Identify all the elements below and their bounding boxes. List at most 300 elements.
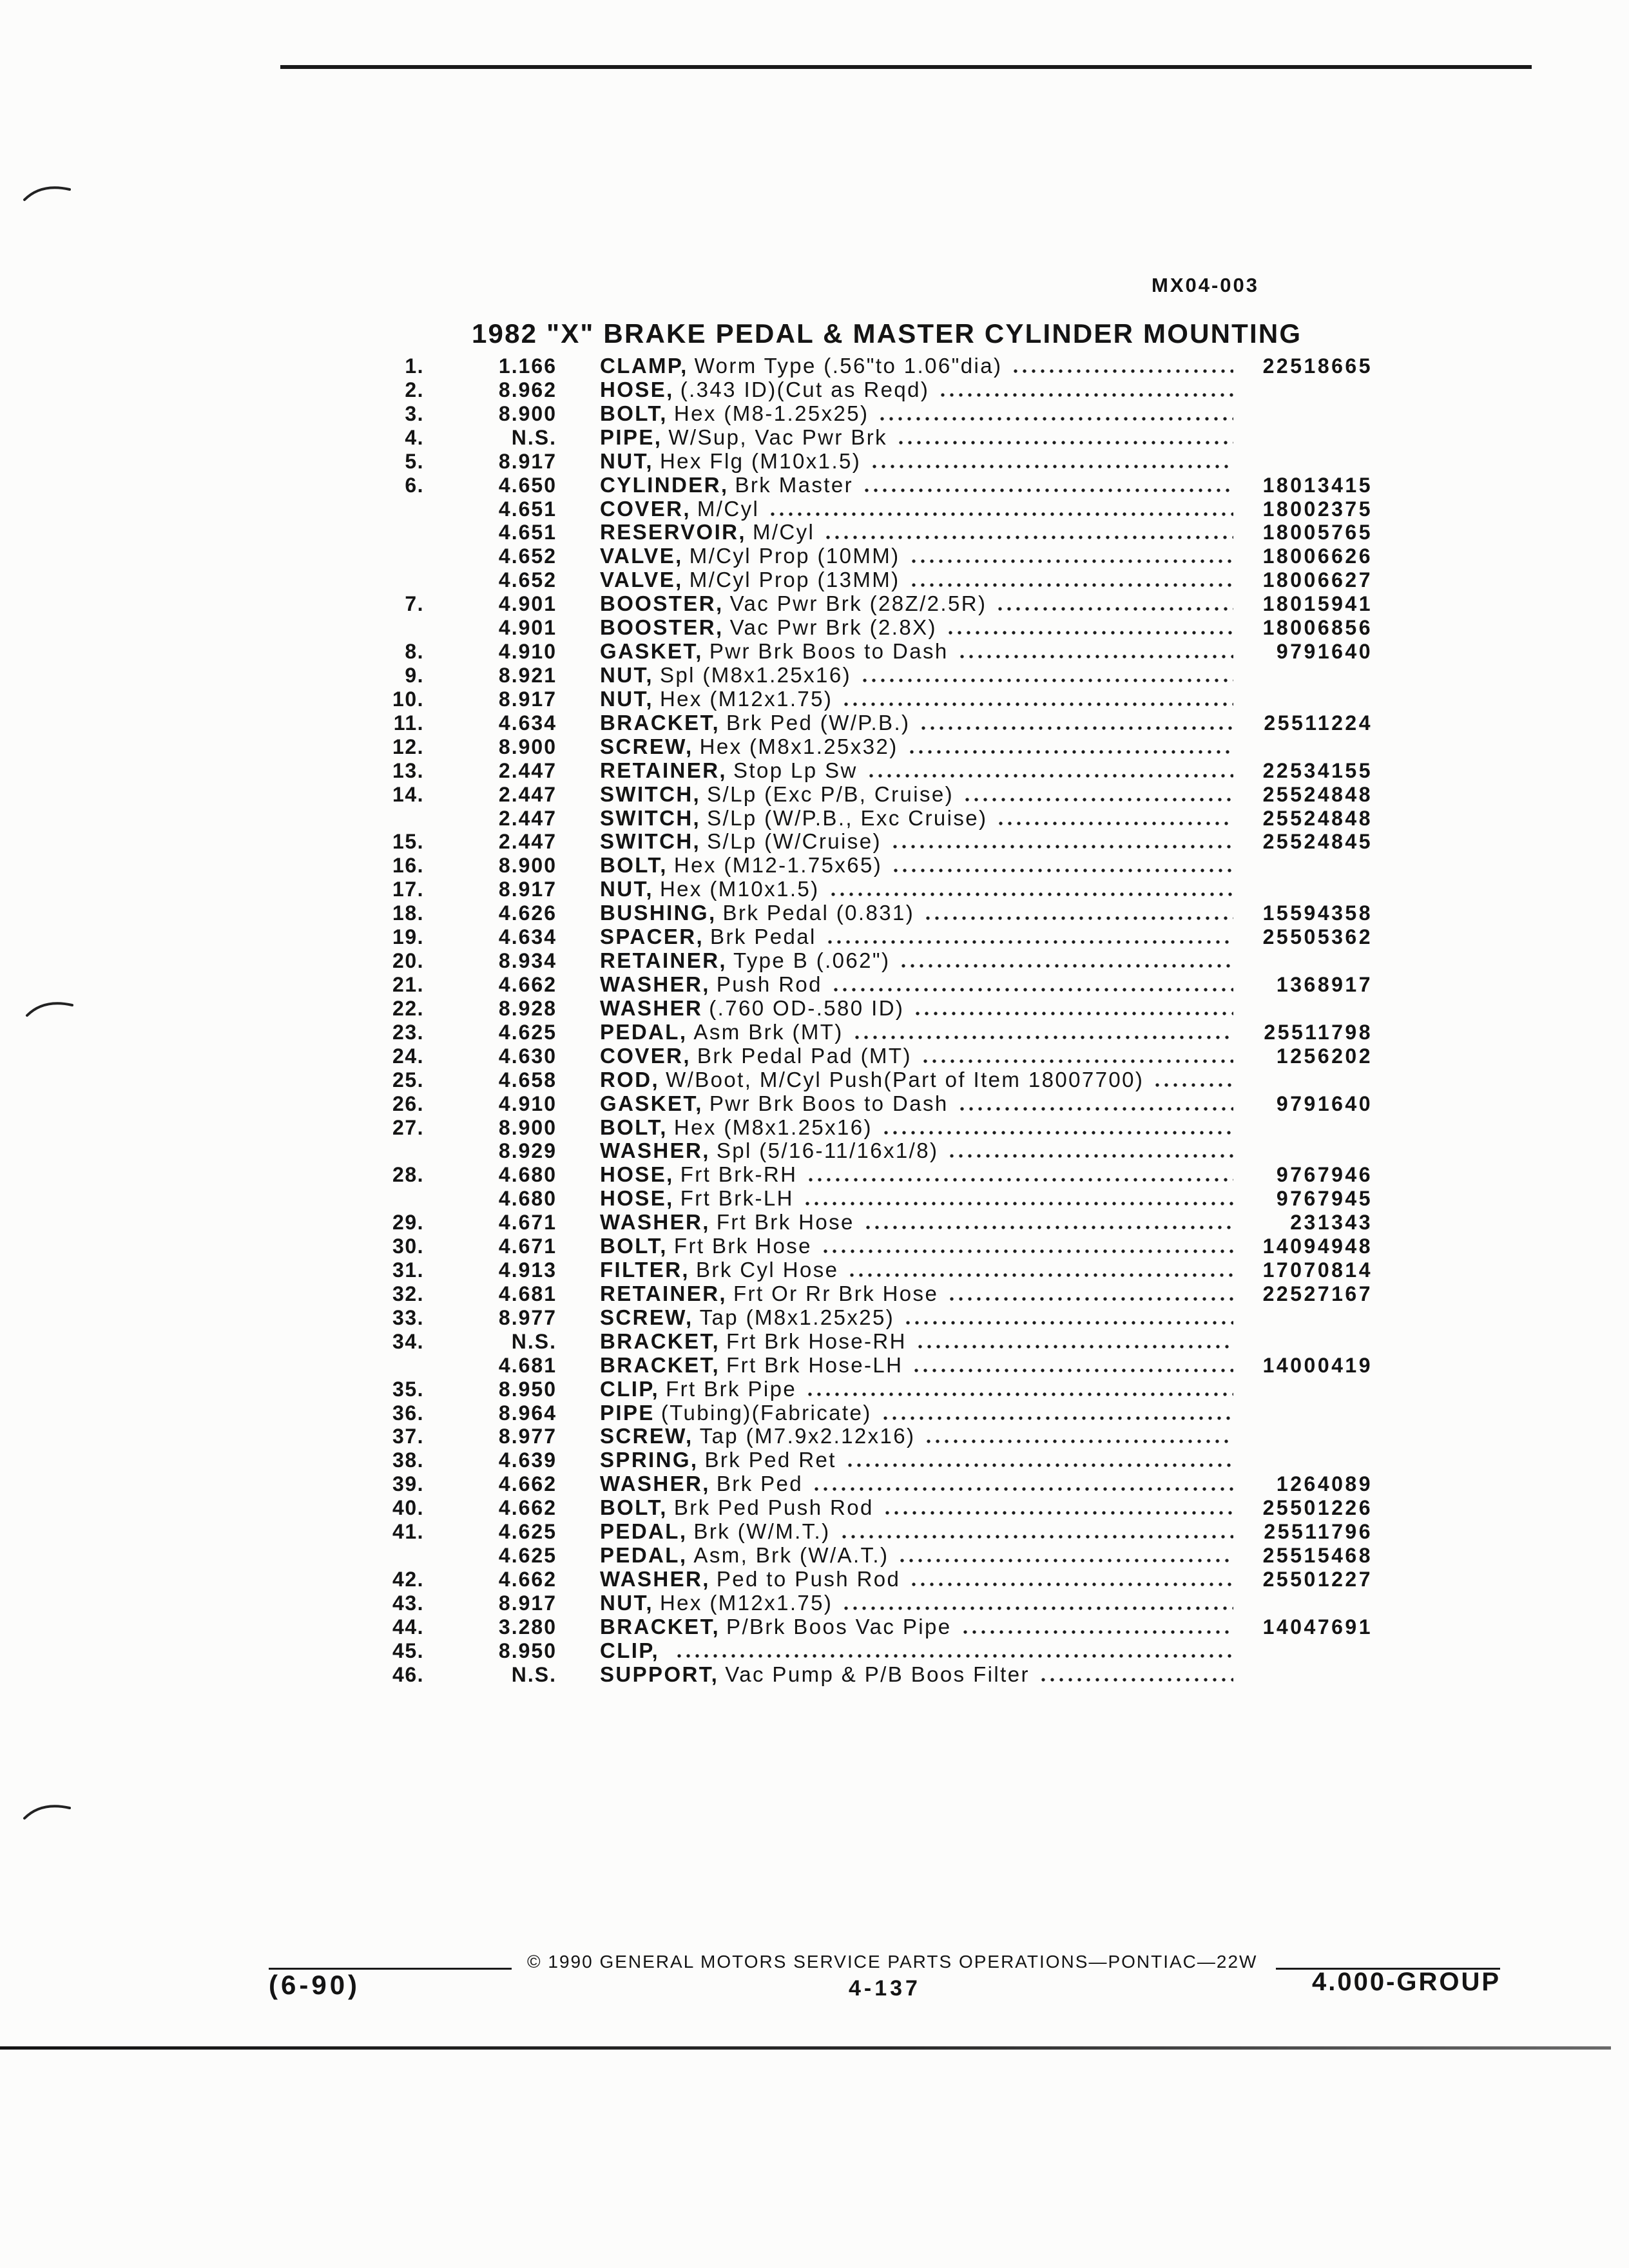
group-number: 8.900 [498,854,557,878]
part-row [0,1544,1629,1568]
part-description [600,1139,1237,1163]
part-name: NUT, [600,449,653,473]
dot-leader [862,488,1233,492]
part-description [600,1354,1237,1378]
part-detail: Asm Brk (MT) [693,1020,843,1044]
part-number: 14047691 [1262,1615,1373,1639]
group-number: 8.900 [498,401,557,425]
group-number: 4.913 [498,1258,557,1282]
part-detail: Stop Lp Sw [733,758,858,782]
part-name: SWITCH, [600,782,701,806]
part-number: 25501227 [1262,1568,1373,1591]
dot-leader [891,845,1233,849]
part-row [0,1520,1629,1544]
part-row [0,1472,1629,1496]
part-detail: Brk Pedal [710,925,816,949]
part-description [600,854,1237,878]
group-number: 8.950 [498,1377,557,1401]
part-number [1240,450,1373,474]
part-number [1240,1330,1373,1354]
dot-leader [675,1654,1233,1658]
part-number [1240,1663,1373,1687]
group-number: 4.630 [498,1044,557,1068]
part-number [1240,402,1373,426]
part-detail: Frt Brk Pipe [666,1377,797,1401]
part-detail: Spl (5/16-11/16x1/8) [716,1139,939,1163]
group-number: 4.650 [498,473,557,497]
dot-leader [881,1416,1233,1420]
group-label: 4.000-GROUP [1312,1968,1501,1996]
part-description [600,973,1237,997]
part-detail: S/Lp (W/Cruise) [707,830,882,854]
part-detail: Hex (M12x1.75) [659,1591,833,1615]
dot-leader [923,916,1233,920]
part-description [600,378,1237,402]
group-number: 2.447 [498,830,557,854]
dot-leader [1153,1083,1233,1087]
part-row [0,1448,1629,1472]
group-number: 4.662 [498,972,557,996]
part-detail: Hex (M8-1.25x25) [673,401,869,425]
dot-leader [883,1511,1233,1515]
group-number: 8.917 [498,449,557,473]
part-name: SCREW, [600,1425,693,1448]
part-description [600,949,1237,973]
part-number [1240,378,1373,402]
part-description [600,1378,1237,1401]
group-number: 4.901 [498,592,557,616]
part-name: WASHER, [600,1472,710,1496]
part-name: RETAINER, [600,758,727,782]
part-detail: M/Cyl Prop (10MM) [689,544,900,568]
part-description [600,592,1237,616]
part-name: SWITCH, [600,830,701,854]
part-name: RESERVOIR, [600,521,746,544]
part-description [600,1615,1237,1639]
part-description [600,640,1237,664]
part-description [600,664,1237,687]
part-description [600,354,1237,378]
item-number: 5. [405,449,424,473]
part-number: 9767945 [1276,1187,1373,1211]
part-name: PIPE [600,1401,655,1425]
part-description [600,1496,1237,1520]
part-number: 25501226 [1262,1496,1373,1520]
bottom-rule [0,2046,1611,2050]
part-name: SCREW, [600,735,693,758]
item-number: 16. [392,854,424,878]
part-row [0,759,1629,783]
part-name: BOLT, [600,1235,668,1258]
part-row [0,1187,1629,1211]
part-name: BOOSTER, [600,592,724,616]
part-row [0,1163,1629,1187]
part-description [600,450,1237,474]
group-number: 8.917 [498,687,557,711]
part-name: BOLT, [600,854,668,878]
part-detail: Brk Ped Push Rod [673,1496,874,1520]
part-row [0,1663,1629,1687]
item-number: 35. [392,1377,424,1401]
part-number: 1368917 [1276,972,1373,996]
dot-leader [863,1225,1233,1229]
part-row [0,973,1629,997]
scan-mark [19,1799,77,1822]
dot-leader [824,535,1233,539]
item-number: 33. [392,1305,424,1329]
part-row [0,378,1629,402]
item-number: 31. [392,1258,424,1282]
part-name: ROD, [600,1068,660,1091]
part-name: FILTER, [600,1258,690,1282]
part-description [600,1639,1237,1663]
part-number: 25511796 [1264,1520,1373,1544]
part-name: WASHER, [600,972,710,996]
part-name: BOLT, [600,1115,668,1139]
part-name: BOLT, [600,1496,668,1520]
part-detail: Hex (M10x1.5) [659,878,820,901]
part-description [600,1116,1237,1140]
dot-leader [916,1345,1233,1349]
part-description [600,1306,1237,1330]
item-number: 7. [405,592,424,616]
item-number: 37. [392,1425,424,1448]
part-number [1240,735,1373,759]
part-row [0,568,1629,592]
part-number [1240,1139,1373,1163]
part-row [0,830,1629,854]
part-row [0,711,1629,735]
group-number: 4.625 [498,1020,557,1044]
part-detail: Hex (M12-1.75x65) [673,854,883,878]
group-number: 8.917 [498,878,557,901]
part-detail: Vac Pump & P/B Boos Filter [725,1662,1030,1686]
part-number: 18015941 [1262,592,1373,616]
part-number: 22527167 [1262,1282,1373,1305]
catalog-code: MX04-003 [1152,274,1260,296]
dot-leader [845,1463,1233,1467]
dot-leader [898,1559,1233,1562]
group-number: 8.964 [498,1401,557,1425]
part-description [600,1187,1237,1211]
part-description [600,1068,1237,1092]
group-number: 4.910 [498,1091,557,1115]
part-row [0,354,1629,378]
part-name: NUT, [600,878,653,901]
part-row [0,687,1629,711]
group-number: 4.625 [498,1520,557,1544]
part-name: BRACKET, [600,1353,720,1377]
part-row [0,664,1629,687]
group-number: 4.671 [498,1235,557,1258]
part-row [0,854,1629,878]
dot-leader [891,869,1233,872]
part-row [0,1258,1629,1282]
part-name: HOSE, [600,378,674,401]
part-detail: Brk (W/M.T.) [693,1520,831,1544]
part-name: PIPE, [600,425,662,449]
group-number: 2.447 [498,806,557,830]
part-name: NUT, [600,1591,653,1615]
dot-leader [909,583,1233,587]
part-detail: Brk Ped [716,1472,803,1496]
part-description [600,1044,1237,1068]
part-row [0,1092,1629,1116]
dot-leader [840,1535,1233,1539]
group-number: 4.634 [498,711,557,735]
part-detail: Frt Brk Hose [716,1211,854,1235]
dot-leader [1039,1678,1233,1682]
item-number: 10. [392,687,424,711]
part-name: BRACKET, [600,1329,720,1353]
part-number: 9767946 [1276,1163,1373,1187]
item-number: 23. [392,1020,424,1044]
item-number: 19. [392,925,424,949]
group-number: 8.928 [498,996,557,1020]
part-name: CLIP, [600,1377,660,1401]
item-number: 11. [393,711,424,735]
item-number: 27. [392,1115,424,1139]
part-number: 25515468 [1262,1544,1373,1568]
part-detail: Brk Master [735,473,853,497]
part-detail: M/Cyl [752,521,815,544]
group-number: 4.681 [498,1353,557,1377]
group-number: 4.910 [498,640,557,664]
part-description [600,544,1237,568]
part-row [0,1211,1629,1235]
part-description [600,521,1237,544]
part-row [0,1116,1629,1140]
part-description [600,830,1237,854]
part-description [600,1663,1237,1687]
dot-leader [831,988,1233,992]
dot-leader [825,940,1233,944]
group-number: 4.681 [498,1282,557,1305]
part-description [600,1235,1237,1258]
part-detail: Frt Or Rr Brk Hose [733,1282,939,1305]
item-number: 25. [392,1068,424,1091]
part-number [1240,1448,1373,1472]
part-description [600,1520,1237,1544]
part-row [0,735,1629,759]
part-detail: Brk Ped (W/P.B.) [726,711,911,735]
item-number: 36. [392,1401,424,1425]
part-number: 9791640 [1276,1091,1373,1115]
top-rule [280,65,1532,69]
part-row [0,1615,1629,1639]
dot-leader [924,1439,1233,1443]
dot-leader [996,822,1233,825]
part-description [600,1568,1237,1591]
part-description [600,1163,1237,1187]
part-row [0,1068,1629,1092]
part-number: 18002375 [1262,497,1373,521]
part-name: CLIP, [600,1639,660,1662]
item-number: 9. [405,663,424,687]
parts-list [0,354,1629,1687]
part-name: RETAINER, [600,1282,727,1305]
part-number: 18006627 [1262,568,1373,592]
part-row [0,901,1629,925]
group-number: 8.950 [498,1639,557,1662]
part-number [1240,949,1373,973]
item-number: 30. [392,1235,424,1258]
dot-leader [947,1297,1233,1301]
dot-leader [946,631,1233,635]
part-detail: Brk Cyl Hose [696,1258,839,1282]
part-detail: Pwr Brk Boos to Dash [709,640,949,664]
part-description [600,1472,1237,1496]
part-number: 231343 [1290,1211,1373,1235]
part-detail: Vac Pwr Brk (28Z/2.5R) [729,592,987,616]
part-number: 15594358 [1262,901,1373,925]
dot-leader [1011,369,1233,373]
part-description [600,1591,1237,1615]
group-number: 4.626 [498,901,557,925]
part-detail: (.760 OD-.580 ID) [709,996,905,1020]
part-row [0,1021,1629,1044]
item-number: 13. [392,758,424,782]
dot-leader [909,559,1233,563]
part-row [0,1496,1629,1520]
dot-leader [853,1035,1233,1039]
part-description [600,1330,1237,1354]
item-number: 46. [392,1662,424,1686]
item-number: 1. [405,354,424,378]
part-description [600,997,1237,1021]
part-detail: Frt Brk Hose-RH [726,1329,907,1353]
item-number: 3. [405,401,424,425]
part-number: 18005765 [1262,521,1373,544]
dot-leader [912,1369,1233,1372]
item-number: 29. [392,1211,424,1235]
item-number: 41. [392,1520,424,1544]
part-number [1240,1639,1373,1663]
part-detail: W/Sup, Vac Pwr Brk [668,425,888,449]
part-number [1240,1116,1373,1140]
group-number: N.S. [511,1329,557,1353]
dot-leader [896,441,1233,445]
item-number: 15. [392,830,424,854]
group-number: 3.280 [498,1615,557,1639]
part-number: 22534155 [1262,758,1373,782]
dot-leader [882,1131,1233,1135]
part-description [600,1401,1237,1425]
item-number: 38. [392,1448,424,1472]
part-name: HOSE, [600,1163,674,1187]
part-description [600,925,1237,949]
part-number: 18013415 [1262,473,1373,497]
part-row [0,402,1629,426]
part-row [0,1639,1629,1663]
item-number: 39. [392,1472,424,1496]
part-number: 25524848 [1262,806,1373,830]
part-name: NUT, [600,687,653,711]
part-detail: Frt Brk-RH [680,1163,798,1187]
part-row [0,1330,1629,1354]
dot-leader [842,702,1233,706]
part-row [0,878,1629,901]
part-detail: M/Cyl [697,497,760,521]
copyright-notice: © 1990 GENERAL MOTORS SERVICE PARTS OPERATIONS—PONTIAC—22W [527,1952,1258,1972]
part-name: PEDAL, [600,1020,688,1044]
part-row [0,1591,1629,1615]
part-name: COVER, [600,1044,691,1068]
item-number: 17. [392,878,424,901]
item-number [348,544,424,568]
part-description [600,1282,1237,1306]
scan-mark [19,180,77,204]
dot-leader [919,726,1233,730]
dot-leader [842,1606,1233,1610]
part-name: RETAINER, [600,949,727,973]
part-name: BRACKET, [600,1615,720,1639]
part-detail: Hex (M8x1.25x32) [699,735,898,758]
item-number [348,497,424,521]
dot-leader [963,798,1233,802]
part-name: CLAMP, [600,354,688,378]
page-number: 4-137 [849,1976,921,2001]
part-name: SCREW, [600,1305,693,1329]
group-number: 4.625 [498,1544,557,1568]
part-description [600,878,1237,901]
group-number: 2.447 [498,782,557,806]
group-number: 8.917 [498,1591,557,1615]
part-description [600,1021,1237,1044]
group-number: 4.680 [498,1187,557,1211]
part-number [1240,426,1373,450]
part-number: 25511224 [1264,711,1373,735]
group-number: 8.900 [498,735,557,758]
part-description [600,1258,1237,1282]
part-description [600,687,1237,711]
dot-leader [899,964,1233,968]
item-number: 2. [405,378,424,401]
part-number [1240,854,1373,878]
group-number: 4.680 [498,1163,557,1187]
item-number: 14. [392,782,424,806]
item-number: 21. [392,972,424,996]
part-name: CYLINDER, [600,473,729,497]
part-name: SPACER, [600,925,704,949]
part-number: 1256202 [1276,1044,1373,1068]
part-row [0,783,1629,807]
part-detail: Hex Flg (M10x1.5) [659,449,862,473]
group-number: 8.977 [498,1305,557,1329]
part-description [600,735,1237,759]
item-number [348,568,424,592]
part-number: 18006856 [1262,616,1373,640]
part-description [600,1544,1237,1568]
group-number: 4.639 [498,1448,557,1472]
part-name: BUSHING, [600,901,717,925]
part-row [0,1378,1629,1401]
part-detail: (.343 ID)(Cut as Reqd) [680,378,930,401]
part-name: WASHER [600,996,703,1020]
part-number [1240,1401,1373,1425]
part-detail: Worm Type (.56"to 1.06"dia) [694,354,1003,378]
part-detail: Push Rod [716,972,822,996]
part-number: 1264089 [1276,1472,1373,1496]
part-detail: Type B (.062") [733,949,891,973]
part-name: SUPPORT, [600,1662,719,1686]
part-row [0,426,1629,450]
part-name: COVER, [600,497,691,521]
part-name: VALVE, [600,544,683,568]
group-number: 4.662 [498,1472,557,1496]
dot-leader [867,774,1233,778]
part-number: 14094948 [1262,1235,1373,1258]
